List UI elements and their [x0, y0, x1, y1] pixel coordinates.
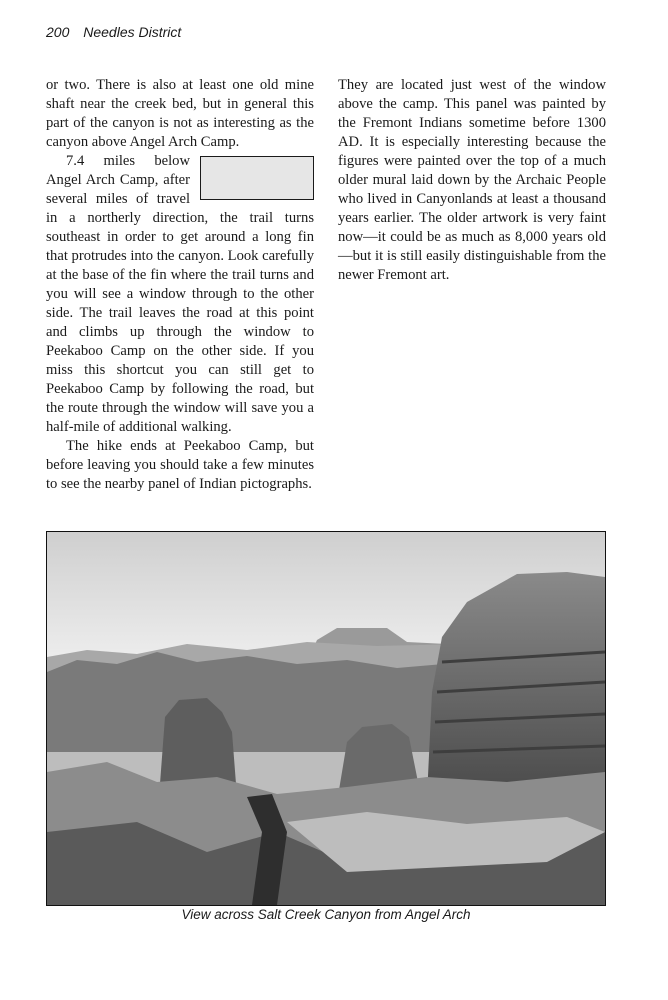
inset-map-box [200, 156, 314, 200]
paragraph-mine-shaft: or two. There is also at least one old mine shaft near the creek bed, but in general this part of the canyon is not as interesting as the canyon above Angel Arch Camp. [46, 77, 314, 150]
photo-caption: View across Salt Creek Canyon from Angel Arch [181, 907, 471, 922]
paragraph-pictographs: They are located just west of the window above the camp. This panel was painted by the Fremont Indians sometime before 1300 AD. It is especially interesting because the figures were painted over the top of a much older mural laid down by the Archaic People who lived in Canyonlands at least a thousand years earlier. The older artwork is very faint now—it could be as much as 8,000 years old—but it is still easily distinguishable from the newer Fremont art. [338, 77, 606, 283]
paragraph-window-shortcut [46, 152, 314, 437]
section-title: Needles District [83, 24, 182, 40]
page-number: 200 [46, 24, 70, 40]
canyon-photograph [46, 531, 606, 906]
running-header [46, 24, 181, 40]
paragraph-hike-end: The hike ends at Peekaboo Camp, but before leaving you should take a few minutes to see the nearby panel of Indian pictographs. [46, 438, 314, 492]
left-column [46, 76, 314, 494]
paragraph-window-shortcut-text: 7.4 miles below Angel Arch Camp, after several miles of travel in a northerly direction, the trail turns southeast in order to get around a long fin that protrudes into the canyon. Look carefully at the base of the fin where the trail turns and you will see a window through to the other side. The trail leaves the road at this point and climbs up through the window to Peekaboo Camp on the other side. If you miss this shortcut you can still get to Peekaboo Camp by following the road, but the route through the window will save you a half-mile of additional walking. [46, 153, 314, 435]
canyon-photo-illustration [47, 532, 605, 905]
right-column [338, 76, 606, 285]
